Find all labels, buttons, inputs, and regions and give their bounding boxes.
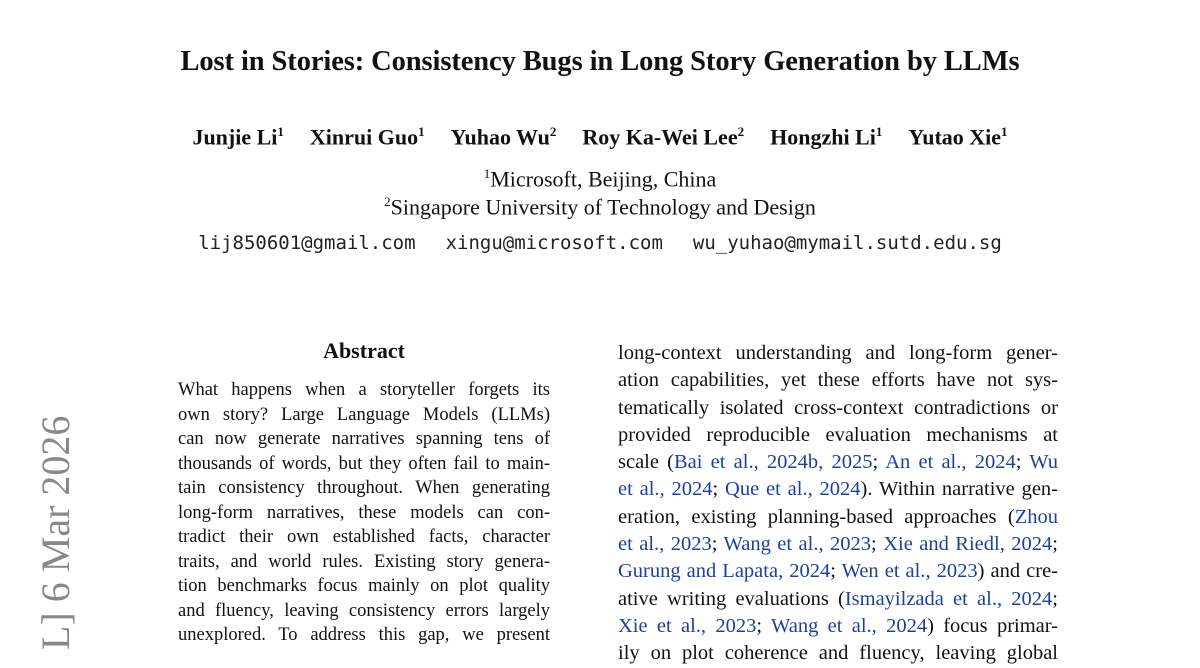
citation-link[interactable]: et al., 2023	[618, 533, 712, 556]
abstract-line: long-form narratives, these models can con-	[178, 502, 550, 523]
citation-link[interactable]: Wang et al., 2024	[771, 614, 928, 637]
author: Hongzhi Li$^1$	[770, 124, 883, 150]
abstract-line: and fluency, leaving consistency errors largely	[178, 600, 550, 621]
email-list	[0, 232, 1200, 254]
abstract-line: traits, and world rules. Existing story genera-	[178, 551, 550, 572]
body-line: et al., 2023; Wang et al., 2023; Xie and Riedl, 2024;	[618, 533, 1058, 556]
citation-link[interactable]: Ismayilzada et al., 2024	[844, 587, 1053, 610]
citation-link[interactable]: Bai et al., 2024b, 2025	[674, 451, 873, 474]
author: Yutao Xie$^1$	[908, 124, 1008, 150]
abstract-body	[178, 378, 550, 648]
body-line: scale (Bai et al., 2024b, 2025; An et al., 2024; Wu	[618, 451, 1059, 474]
citation-link[interactable]: Gurung and Lapata, 2024	[618, 560, 831, 583]
abstract-heading: Abstract	[323, 338, 405, 363]
body-line: tematically isolated cross-context contradictions or	[618, 396, 1058, 419]
body-line: long-context understanding and long-form gener-	[618, 342, 1058, 364]
body-line: ation capabilities, yet these efforts have not sys-	[618, 369, 1058, 392]
citation-link[interactable]: Que et al., 2024	[725, 478, 861, 501]
email[interactable]: wu_yuhao@mymail.sutd.edu.sg	[692, 232, 1002, 254]
citation-link[interactable]: Zhou	[1014, 505, 1058, 528]
body-line: ative writing evaluations (Ismayilzada et al., 2024;	[618, 587, 1058, 610]
citation-link[interactable]: Wang et al., 2023	[723, 533, 872, 556]
body-line: eration, existing planning-based approaches (Zhou	[618, 505, 1058, 528]
citation-link[interactable]: An et al., 2024	[885, 451, 1016, 474]
abstract-line: tain consistency throughout. When generating	[178, 478, 550, 498]
arxiv-stamp: L] 6 Mar 2026	[33, 415, 78, 650]
affiliation: $^1$Microsoft, Beijing, China	[483, 166, 717, 192]
citation-link[interactable]: Wu	[1029, 451, 1059, 474]
body-line: ily on plot coherence and fluency, leaving global	[618, 642, 1058, 665]
body-text-column	[618, 340, 1058, 668]
body-line: et al., 2024; Que et al., 2024). Within narrative gen-	[618, 478, 1059, 501]
abstract-line: tion benchmarks focus mainly on plot quality	[178, 576, 550, 596]
abstract-line: own story? Large Language Models (LLMs)	[178, 404, 550, 425]
body-line: provided reproducible evaluation mechanisms at	[618, 423, 1058, 446]
author: Junjie Li$^1$	[192, 124, 284, 150]
citation-link[interactable]: et al., 2024	[618, 478, 713, 501]
body-line: Gurung and Lapata, 2024; Wen et al., 2023) and cre-	[618, 560, 1058, 583]
abstract-line: thousands of words, but they often fail to main-	[178, 453, 550, 474]
abstract-line: What happens when a storyteller forgets its	[178, 380, 550, 400]
abstract-line: unexplored. To address this gap, we present	[178, 625, 550, 645]
email[interactable]: xingu@microsoft.com	[445, 232, 663, 254]
citation-link[interactable]: Xie and Riedl, 2024	[883, 533, 1053, 556]
author-list	[0, 124, 1200, 150]
abstract-line: tradict their own established facts, character	[178, 527, 550, 547]
body-line: Xie et al., 2023; Wang et al., 2024) focus primar-	[618, 614, 1058, 637]
author: Xinrui Guo$^1$	[309, 124, 425, 150]
email[interactable]: lij850601@gmail.com	[198, 232, 416, 254]
author: Roy Ka-Wei Lee$^2$	[582, 124, 745, 150]
author: Yuhao Wu$^2$	[450, 124, 557, 150]
abstract-line: can now generate narratives spanning tens of	[178, 429, 550, 449]
paper-title: Lost in Stories: Consistency Bugs in Long Story Generation by LLMs	[180, 46, 1020, 77]
citation-link[interactable]: Xie et al., 2023	[618, 614, 757, 637]
citation-link[interactable]: Wen et al., 2023	[841, 560, 978, 583]
affiliation: $^2$Singapore University of Technology and Design	[384, 194, 816, 220]
